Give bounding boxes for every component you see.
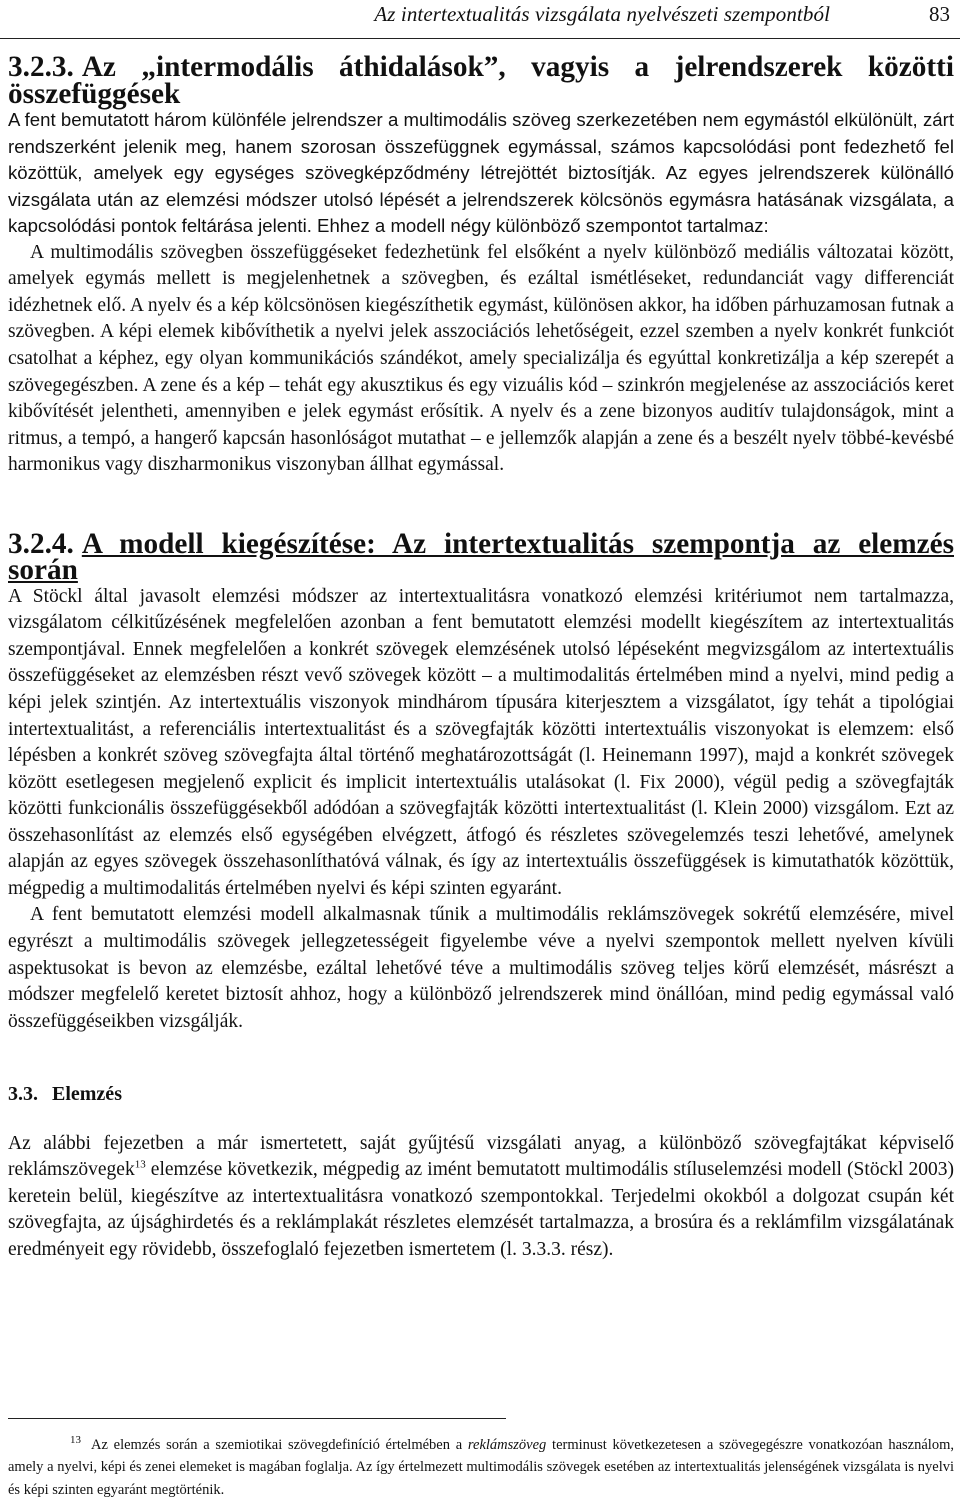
paragraph: A Stöckl által javasolt elemzési módszer az intertextualitásra vonatkozó elemzési kritériumot nem tartalmazza, vizsgálatom célkitűzésének megfelelően azonban a fent bemutatott elemzési modellt kiegészítem az intertextualitás szempontjával. Ennek megfelelően a konkrét szövegek elemzésének utolsó lépéseként megvizsgálom az intertextuális összefüggéseket az elemzésben részt vevő szövegek között – a multimodalitás értelmében mind a nyelvi, mind pedig a képi jelek szintjén. Az intertextuális viszonyok mindhárom típusára kiterjesztem a vizsgálatot, így tehát a tipológiai intertextualitást, a referenciális intertextualitást és a szövegfajták közötti intertextuális viszonyokat is elemzem: első lépésben a konkrét szöveg szövegfajta által történő meghatározottságát (l. Heinemann 1997), majd a konkrét szövegek között esetlegesen megjelenő explicit és implicit intertextuális utalásokat (l. Fix 2000), végül pedig a szövegfajták közötti funkcionális összefüggésekből adódóan a szövegfajták közötti intertextualitást (l. Klein 2000) vizsgálom. Ezt az összehasonlítást az elemzés első egységében elvégzett, átfogó és részletes szövegelemzés teszi lehetővé, amelynek alapján az egyes szövegek összehasonlíthatóvá válnak, és így az intertextuális összefüggések is kimutathatók közöttük, mégpedig a multimodalitás értelmében nyelvi és képi szinten egyaránt.	[8, 585, 954, 899]
footnote-text: terminust következetesen a szövegegészre vonatkozóan használom, amely a nyelvi, képi és zenei elemeket is magában foglalja. Az így értelmezett multimodális szövegek esetében az intertextualitás jelenségének vizsgálata is nyelvi és képi szinten egyaránt megtörténik.	[8, 1437, 954, 1498]
section-number: 3.2.3.	[8, 51, 74, 83]
footnote-reference[interactable]: 13	[134, 1158, 146, 1171]
spacer	[8, 479, 954, 531]
footnote-number: 13	[70, 1434, 81, 1447]
footnotes	[8, 1434, 954, 1501]
paragraph	[8, 1131, 954, 1264]
spacer	[8, 1035, 954, 1081]
section-title: Az „intermodális áthidalások”, vagyis a jelrendszerek közötti összefüggések	[8, 51, 954, 110]
footnote-text: Az elemzés során a szemiotikai szövegdefiníció értelmében a	[91, 1437, 468, 1453]
section-heading-3-2-3	[8, 51, 954, 110]
paragraph-text: Az alábbi fejezetben a már ismertetett, saját gyűjtésű vizsgálati anyag, a különböző szövegfajtákat képviselő reklámszövegek	[8, 1132, 954, 1181]
section-title: Elemzés	[52, 1083, 122, 1106]
paragraph: A multimodális szövegben összefüggéseket fedezhetünk fel elsőként a nyelv különböző mediális változatai között, amelyek egymás mellett is megjelenhetnek a szövegben, és ezáltal ismétléseket, redundanciát vagy differenciát idézhetnek elő. A nyelv és a kép kölcsönösen kiegészíthetik egymást, különösen akkor, ha időben párhuzamosan futnak a szövegben. A képi elemek kibővíthetik a nyelvi jelek asszociációs lehetőségeit, ezzel szemben a nyelv konkrét funkciót csatolhat a képhez, egy olyan kommunikációs szándékot, amely specializálja és egyúttal konkretizálja a kép szerepét a szövegegészben. A zene és a kép – tehát egy akusztikus és egy vizuális kód – szinkrón megjelenése az asszociációs keret kibővítését jelentheti, amennyiben e jelek egymást erősítik. A nyelv és a zene bizonyos auditív tulajdonságok, mint a ritmus, a tempó, a hangerő kapcsán hasonlóságot mutathat – e jellemzők alapján a zene és a beszélt nyelv többé-kevésbé harmonikus vagy diszharmonikus viszonyban állhat egymással.	[8, 241, 954, 476]
section-title: A modell kiegészítése: Az intertextualitás szempontja az elemzés során	[8, 527, 954, 587]
paragraph: A fent bemutatott három különféle jelrendszer a multimodális szöveg szerkezetében nem egymástól elkülönült, zárt rendszerként jelenik meg, hanem szorosan összefüggnek egymással, számos kapcsolódási pont fedezhető fel közöttük, amelyek egy egységes szövegképződmény létrejöttét biztosítják. Az egyes jelrendszerek különálló vizsgálata után az elemzési módszer utolsó lépését a jelrendszerek kölcsönös egymásra hatásának vizsgálata, a kapcsolódási pontok feltárása jelenti. Ehhez a modell négy különböző szempontot tartalmaz:	[8, 109, 954, 237]
header-rule	[0, 38, 960, 39]
section-number: 3.3.	[8, 1083, 38, 1106]
paragraph-text: elemzése következik, mégpedig az imént bemutatott multimodális stíluselemzési modell (Stöckl 2003) keretein belül, kiegészítve az intertextualitásra vonatkozó szempontokkal. Terjedelmi okokból a dolgozat csupán két szövegfajta, az újsághirdetés és a reklámplakát részletes elemzését tartalmazza, a brosúra és a reklámfilm vizsgálatának eredményeit egy rövidebb, összefoglaló fejezetben ismertetem (l. 3.3.3. rész).	[8, 1159, 954, 1260]
running-header	[0, 2, 960, 36]
page-number: 83	[929, 2, 950, 26]
section-heading-3-2-4	[8, 527, 954, 587]
footnote	[8, 1434, 954, 1501]
running-header-title: Az intertextualitás vizsgálata nyelvészeti szempontból	[374, 2, 830, 26]
main-content	[8, 51, 954, 1263]
paragraph: A fent bemutatott elemzési modell alkalmasnak tűnik a multimodális reklámszövegek sokrétű elemzésére, mivel egyrészt a multimodális szövegek jellegzetességeit figyelembe véve a nyelvi szempontok mellett nyelven kívüli aspektusokat is bevon az elemzésbe, ezáltal lehetővé téve a multimodális szöveg teljes körű elemzését, másrészt a módszer megfelelő keretet biztosít ahhoz, hogy a különböző jelrendszerek mind önállóan, mind pedig egymással való összefüggéseikben vizsgálják.	[8, 904, 954, 1032]
footnote-italic-term: reklámszöveg	[467, 1437, 547, 1453]
spacer	[8, 1108, 954, 1131]
section-heading-3-3	[8, 1081, 954, 1108]
section-number: 3.2.4.	[8, 527, 74, 560]
footnote-rule	[8, 1418, 506, 1419]
